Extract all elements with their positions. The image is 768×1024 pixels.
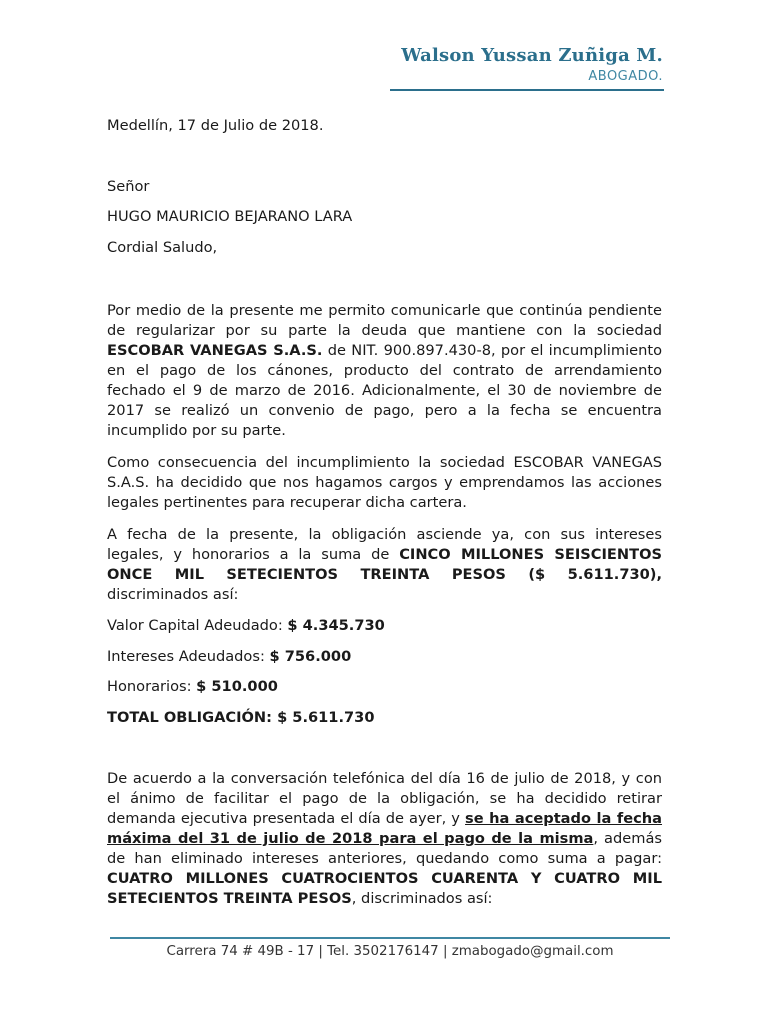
breakdown-value: $ 756.000 (269, 648, 352, 665)
breakdown-label: Honorarios: (107, 678, 192, 695)
breakdown-value: $ 4.345.730 (287, 617, 385, 634)
paragraph1-text-b: de NIT. 900.897.430-8, por el incumplimiento en el pago de los cánones, producto del contrato de arrendamiento fechado el 9 de marzo de 2016. Adicionalmente, el 30 de noviembre de 2017 se realizó un convenio de pago, pero a la fecha se encuentra incumplido por su parte. (107, 342, 663, 439)
breakdown-label: Intereses Adeudados: (107, 648, 265, 665)
lawyer-name: Walson Yussan Zuñiga M. (401, 45, 663, 66)
payment-deadline: se ha aceptado la fecha máxima del 31 de julio de 2018 para el pago de la misma (107, 810, 663, 847)
letterhead-divider (390, 89, 664, 91)
paragraph1-text-a: Por medio de la presente me permito comunicarle que continúa pendiente de regularizar por su parte la deuda que mantiene con la sociedad (107, 302, 662, 339)
paragraph3-text-a: A fecha de la presente, la obligación asciende ya, con sus intereses legales, y honorarios a la suma de (107, 526, 662, 563)
company-name: ESCOBAR VANEGAS S.A.S. (107, 342, 323, 359)
footer-contact: Carrera 74 # 49B - 17 | Tel. 3502176147 | zmabogado@gmail.com (166, 944, 614, 959)
letterhead (401, 44, 663, 86)
reduced-amount-words: CUATRO MILLONES CUATROCIENTOS CUARENTA Y CUATRO MIL SETECIENTOS TREINTA PESOS (107, 870, 662, 907)
paragraph-agreement (107, 769, 662, 909)
paragraph3-text-b: discriminados así: (107, 586, 239, 603)
breakdown-row-fees (107, 677, 662, 697)
greeting: Cordial Saludo, (107, 239, 218, 256)
salutation-to: Señor (107, 178, 150, 195)
lawyer-title: ABOGADO. (588, 69, 663, 84)
paragraph4-text-c: , discriminados así: (351, 890, 493, 907)
date-line: Medellín, 17 de Julio de 2018. (107, 117, 324, 134)
paragraph4-text-b: , además de han eliminado intereses anteriores, quedando como suma a pagar: (107, 830, 662, 867)
breakdown-label: Valor Capital Adeudado: (107, 617, 283, 634)
total-amount-words: CINCO MILLONES SEISCIENTOS ONCE MIL SETECIENTOS TREINTA PESOS ($ 5.611.730), (107, 546, 662, 583)
paragraph4-text-a: De acuerdo a la conversación telefónica del día 16 de julio de 2018, y con el ánimo de facilitar el pago de la obligación, se ha decidido retirar demanda ejecutiva presentada el día de ayer, y (107, 770, 662, 827)
breakdown-row-capital (107, 616, 662, 636)
footer-divider (110, 937, 670, 939)
paragraph-consequence: Como consecuencia del incumplimiento la sociedad ESCOBAR VANEGAS S.A.S. ha decidido que nos hagamos cargos y emprendamos las acciones legales pertinentes para recuperar dicha cartera. (107, 454, 662, 511)
recipient-name: HUGO MAURICIO BEJARANO LARA (107, 208, 353, 225)
total-obligation: TOTAL OBLIGACIÓN: $ 5.611.730 (107, 709, 375, 726)
paragraph-obligation (107, 525, 662, 605)
breakdown-row-interest (107, 647, 662, 667)
paragraph-debt-notice (107, 301, 662, 441)
breakdown-value: $ 510.000 (196, 678, 278, 695)
